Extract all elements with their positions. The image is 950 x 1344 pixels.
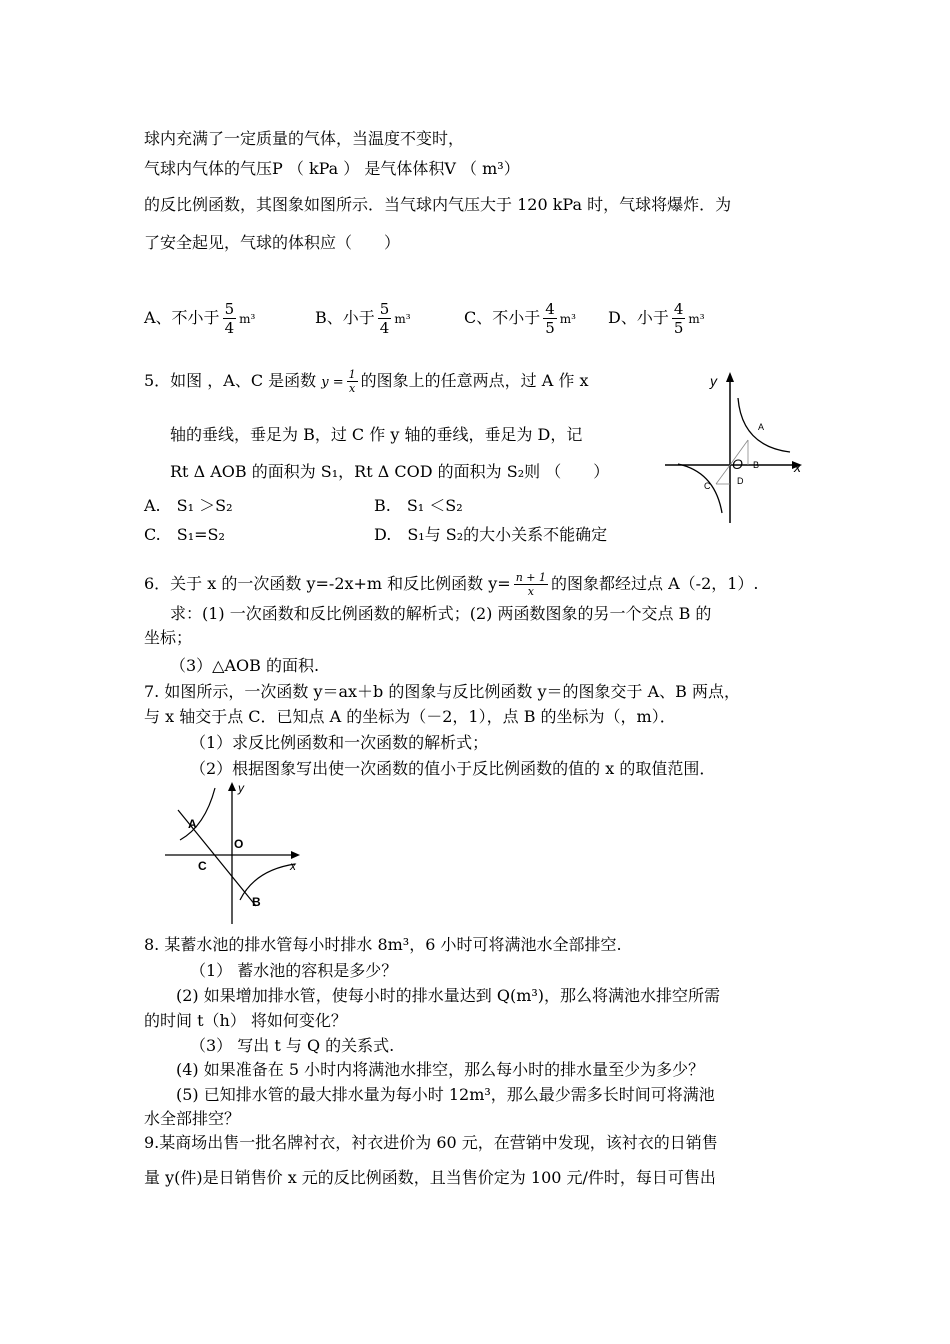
q4-option-c: C、不小于 $\frac{4}{5}$ m³ [464, 300, 576, 337]
q7-line-4: （2）根据图象写出使一次函数的值小于反比例函数的值的 x 的取值范围． [190, 759, 716, 778]
origin-label: O [732, 456, 743, 472]
x-label: x [290, 859, 296, 873]
function-fraction: $\frac{1}{x}$ [348, 368, 356, 395]
hyperbola-branch-upper-left [180, 788, 215, 840]
q7-line-1: 7. 如图所示，一次函数 y＝ax＋b 的图象与反比例函数 y＝的图象交于 A、B 两点， [144, 682, 740, 701]
option-prefix: D、小于 [608, 308, 669, 327]
intro-line-3: 的反比例函数，其图象如图所示．当气球内气压大于 120 kPa 时，气球将爆炸．为 [144, 195, 732, 214]
point-a-label: A [758, 422, 765, 432]
intro-line-1: 球内充满了一定质量的气体，当温度不变时， [144, 129, 465, 148]
q8-line-6: (4) 如果准备在 5 小时内将满池水排空，那么每小时的排水量至少为多少？ [176, 1060, 705, 1079]
origin-label: O [234, 837, 244, 851]
point-a-label: A [188, 817, 197, 831]
point-d-label: D [737, 476, 744, 486]
point-b-label: B [252, 895, 261, 909]
q5-hyperbola-figure [660, 368, 810, 528]
option-prefix: B、小于 [315, 308, 375, 327]
q7-line-2: 与 x 轴交于点 C．已知点 A 的坐标为（－2，1），点 B 的坐标为（，m）． [144, 707, 676, 726]
q6-line-1: 6．关于 x 的一次函数 y=-2x+m 和反比例函数 y= $\frac{n + 1}{x}$ 的图象都经过点 A（-2，1）. [144, 571, 759, 598]
option-prefix: A、不小于 [144, 308, 220, 327]
q5-line-1: 5．如图 ，A、C 是函数 y = $\frac{1}{x}$ 的图象上的任意两点，过 A 作 x [144, 368, 589, 395]
fraction: $\frac{5}{4}$ [379, 300, 390, 337]
q6-line-3: 坐标； [144, 628, 193, 647]
q7-function-figure [160, 778, 310, 928]
q5-option-d: D. S₁与 S₂的大小关系不能确定 [374, 525, 608, 544]
q8-line-1: 8. 某蓄水池的排水管每小时排水 8m³，6 小时可将满池水全部排空. [144, 935, 622, 954]
intro-line-2: 气球内气体的气压P （ kPa ） 是气体体积V （ m³） [144, 159, 520, 178]
point-c-label: C [198, 859, 207, 873]
q9-line-2: 量 y(件)是日销售价 x 元的反比例函数，且当售价定为 100 元/件时，每日可售出 [144, 1168, 716, 1187]
q4-option-a: A、不小于 $\frac{5}{4}$ m³ [144, 300, 256, 337]
x-label: x [794, 459, 801, 475]
y-axis-arrow-icon [726, 372, 734, 382]
q8-line-3: (2) 如果增加排水管，使每小时的排水量达到 Q(m³)，那么将满池水排空所需 [176, 986, 721, 1005]
option-prefix: C、不小于 [464, 308, 541, 327]
point-b-label: B [753, 460, 760, 470]
q5-line-3: Rt Δ AOB 的面积为 S₁，Rt Δ COD 的面积为 S₂则 （ ） [170, 462, 610, 481]
q4-option-b: B、小于 $\frac{5}{4}$ m³ [315, 300, 411, 337]
q6-line-2: 求：(1) 一次函数和反比例函数的解析式；(2) 两函数图象的另一个交点 B 的 [170, 604, 712, 623]
y-label: y [238, 781, 244, 795]
hyperbola-branch-lower-right [240, 864, 295, 900]
segment-oc [716, 465, 730, 484]
fraction: $\frac{4}{5}$ [673, 300, 684, 337]
q8-line-5: （3） 写出 t 与 Q 的关系式. [190, 1036, 395, 1055]
q5-option-c: C. S₁=S₂ [144, 525, 225, 544]
q9-line-1: 9.某商场出售一批名牌衬衣，衬衣进价为 60 元，在营销中发现，该衬衣的日销售 [144, 1133, 718, 1152]
fraction: $\frac{5}{4}$ [224, 300, 235, 337]
y-label: y [710, 373, 717, 389]
q8-line-8: 水全部排空？ [144, 1109, 241, 1128]
q5-line-2: 轴的垂线，垂足为 B，过 C 作 y 轴的垂线，垂足为 D，记 [170, 425, 583, 444]
intro-line-4: 了安全起见，气球的体积应（ ） [144, 233, 401, 252]
q6-fraction: $\frac{n + 1}{x}$ [515, 571, 547, 598]
point-c-label: C [704, 481, 711, 491]
y-axis-arrow-icon [228, 782, 236, 791]
q8-line-7: (5) 已知排水管的最大排水量为每小时 12m³，那么最少需多长时间可将满池 [176, 1085, 715, 1104]
q7-line-3: （1）求反比例函数和一次函数的解析式； [190, 733, 489, 752]
q6-line-4: （3）△AOB 的面积. [170, 656, 320, 675]
x-axis-arrow-icon [291, 851, 300, 859]
hyperbola-branch-left [678, 464, 722, 513]
q8-line-2: （1） 蓄水池的容积是多少？ [190, 961, 398, 980]
q5-option-b: B. S₁ ＜S₂ [374, 496, 463, 515]
q4-option-d: D、小于 $\frac{4}{5}$ m³ [608, 300, 705, 337]
fraction: $\frac{4}{5}$ [545, 300, 555, 337]
q5-option-a: A. S₁ ＞S₂ [144, 496, 233, 515]
q8-line-4: 的时间 t（h） 将如何变化？ [144, 1011, 347, 1030]
